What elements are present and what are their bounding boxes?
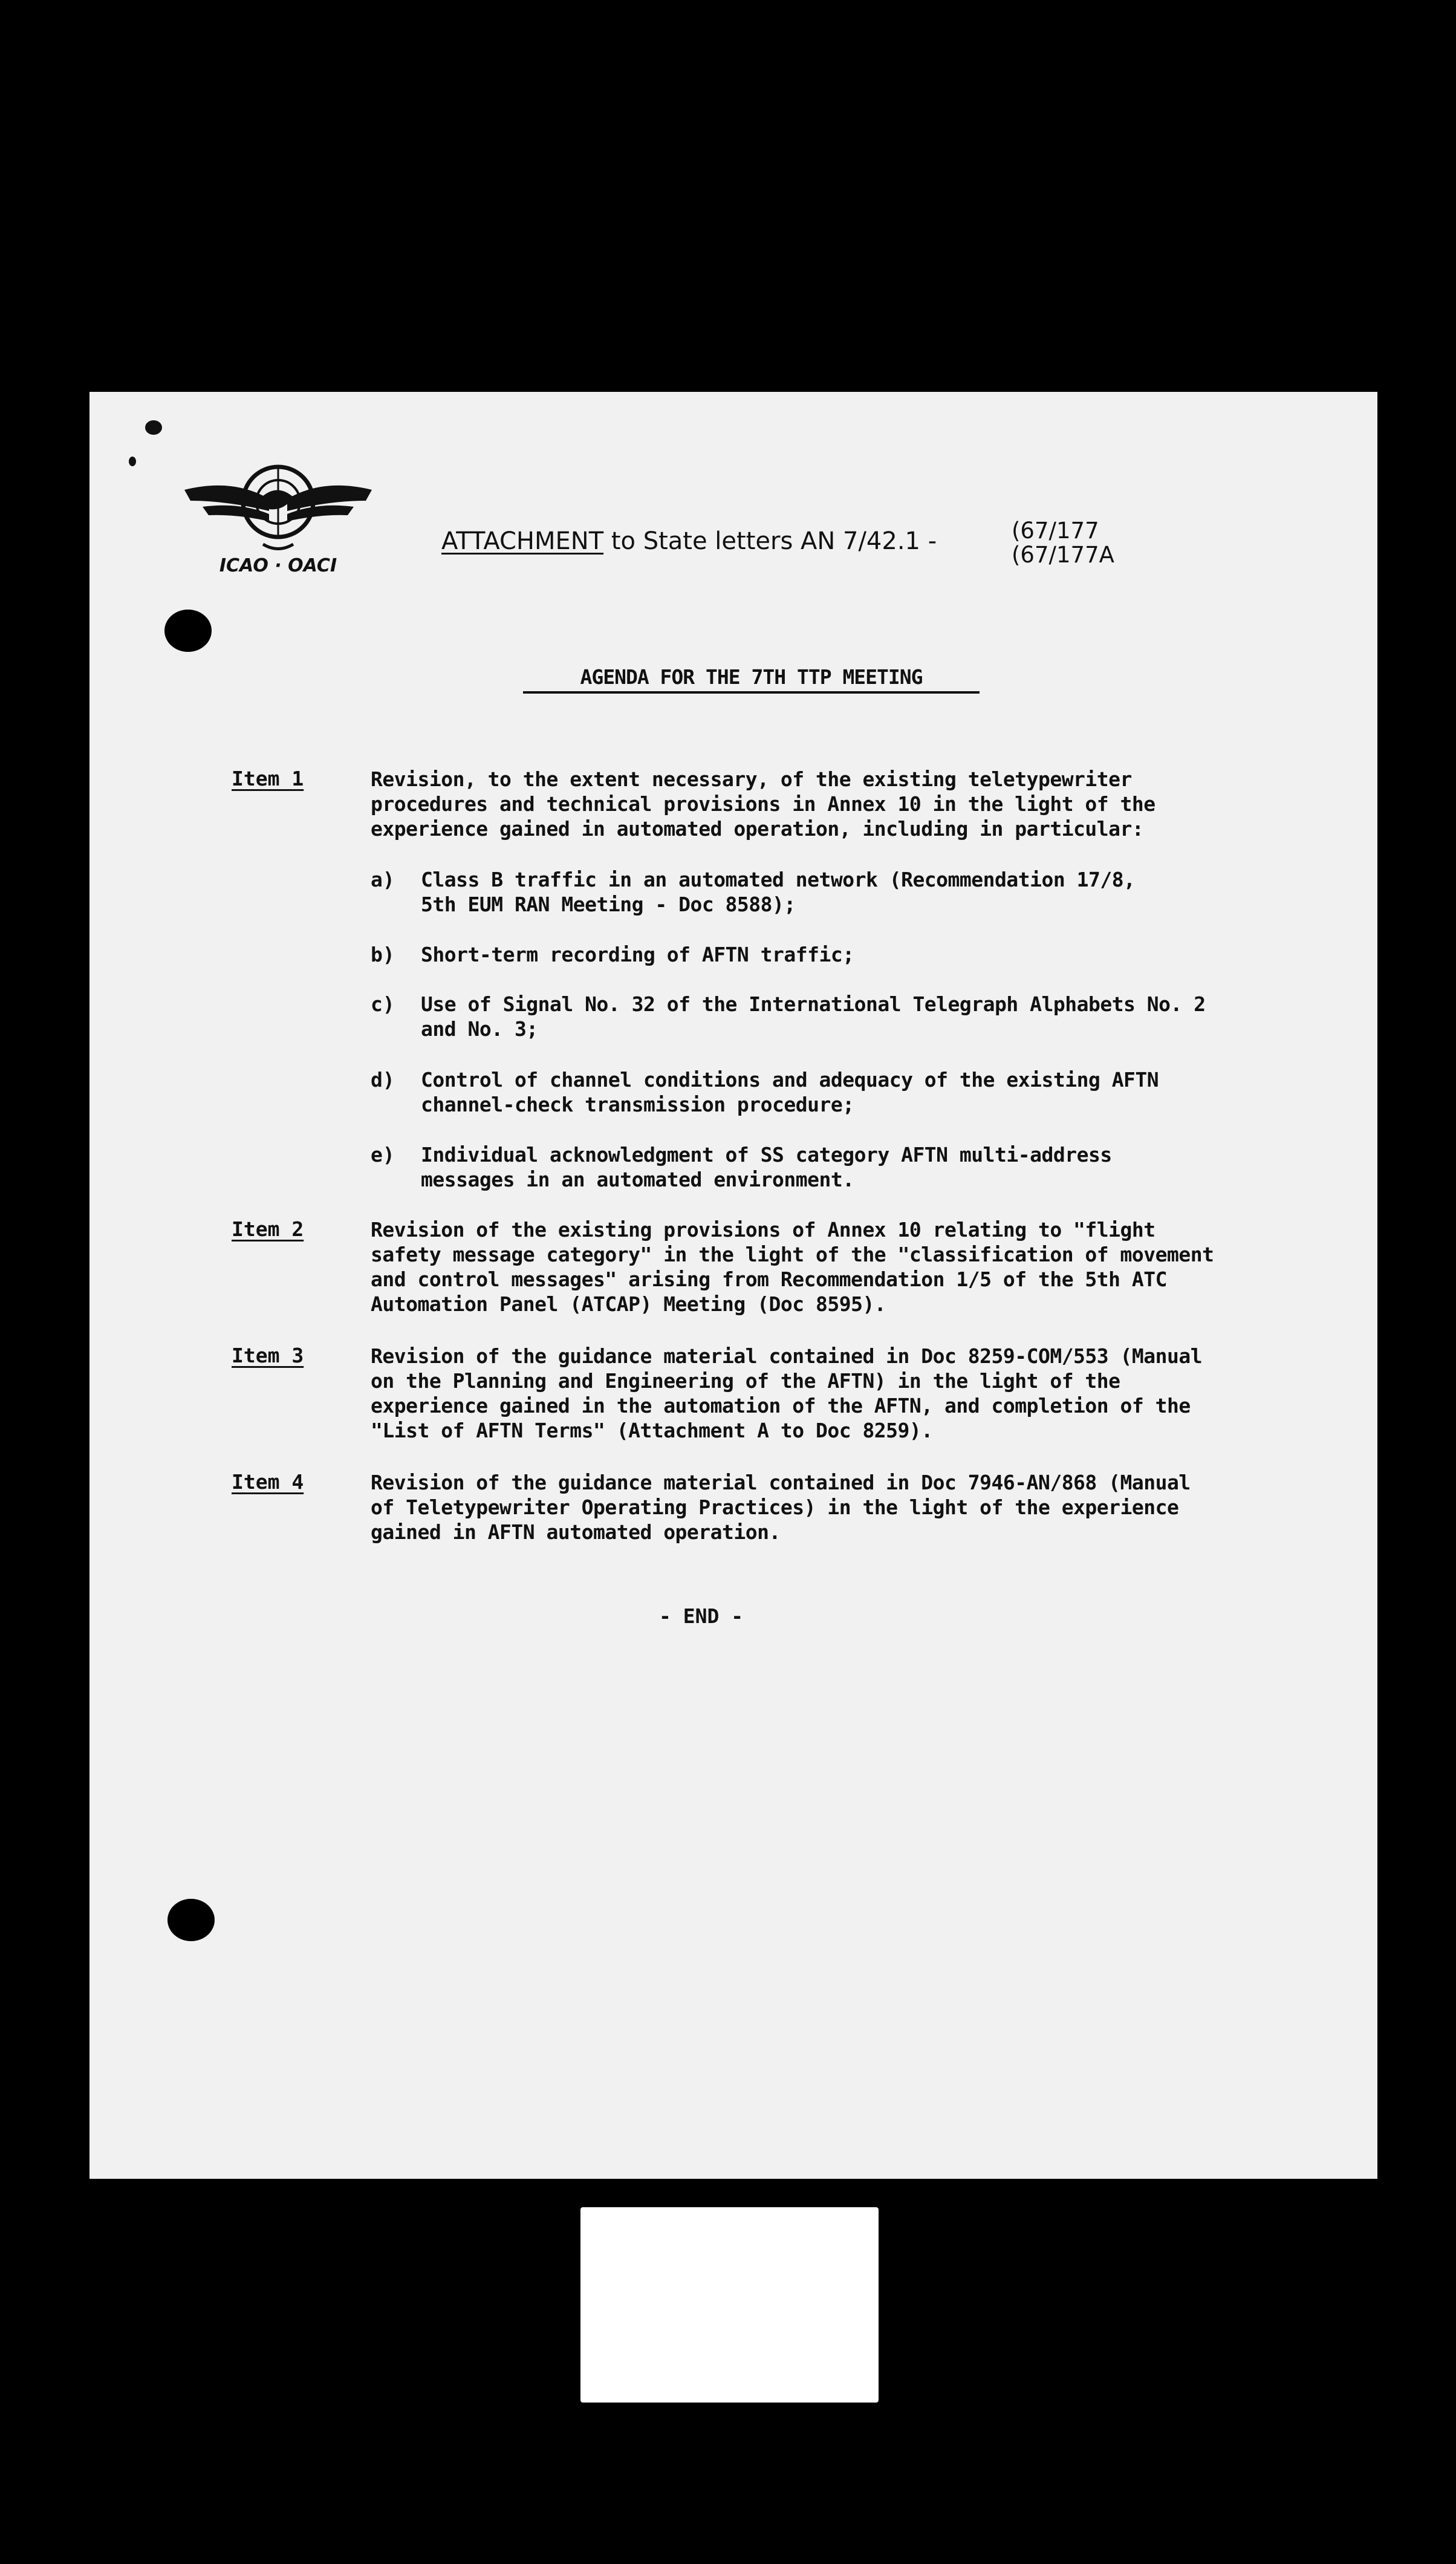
item-1-label: Item 1: [232, 767, 304, 790]
speck: [145, 420, 162, 435]
logo-text: ICAO · OACI: [219, 555, 337, 576]
subitem-d-letter: d): [371, 1068, 395, 1092]
item-2-text: Revision of the existing provisions of Annex 10 relating to "flight safety message category" in the light of the "classification of movement and control messages" arising from Recommendation 1/5 of the 5th ATC Automation Panel (ATCAP) Meeting (Doc 8595).: [371, 1218, 1214, 1316]
subitem-e-letter: e): [371, 1143, 395, 1166]
item-2-label: Item 2: [232, 1217, 304, 1241]
blank-label: [580, 2207, 879, 2403]
agenda-title: AGENDA FOR THE 7TH TTP MEETING: [580, 665, 923, 689]
reference-2: (67/177A: [1012, 542, 1114, 568]
speck: [129, 457, 136, 466]
icao-emblem-icon: [178, 454, 378, 593]
item-4-label: Item 4: [232, 1470, 304, 1494]
attachment-label: ATTACHMENT: [441, 527, 604, 555]
subitem-c-letter: c): [371, 992, 395, 1016]
subitem-e-text: Individual acknowledgment of SS category AFTN multi-address messages in an automated environment.: [421, 1143, 1112, 1191]
punch-hole-top: [164, 610, 212, 652]
subitem-a-text: Class B traffic in an automated network (Recommendation 17/8, 5th EUM RAN Meeting - Doc 8588);: [421, 868, 1136, 916]
punch-hole-bottom: [167, 1899, 215, 1941]
title-underline: [523, 691, 980, 694]
item-4-text: Revision of the guidance material contained in Doc 7946-AN/868 (Manual of Teletypewriter Operating Practices) in the light of the experience gained in AFTN automated operation.: [371, 1471, 1191, 1544]
subitem-b-letter: b): [371, 943, 395, 966]
item-3-label: Item 3: [232, 1344, 304, 1367]
reference-numbers: [1012, 519, 1114, 567]
subitem-a-letter: a): [371, 868, 395, 891]
item-3-text: Revision of the guidance material contained in Doc 8259-COM/553 (Manual on the Planning and Engineering of the AFTN) in the light of the experience gained in the automation of the AFTN, and completion of the "List of AFTN Terms" (Attachment A to Doc 8259).: [371, 1344, 1203, 1442]
subitem-c-text: Use of Signal No. 32 of the International Telegraph Alphabets No. 2 and No. 3;: [421, 992, 1206, 1041]
header-text: to State letters AN 7/42.1 -: [611, 527, 937, 555]
subitem-b-text: Short-term recording of AFTN traffic;: [421, 943, 854, 966]
header-line: [441, 527, 937, 555]
item-1-text: Revision, to the extent necessary, of the existing teletypewriter procedures and technical provisions in Annex 10 in the light of the experience gained in automated operation, including in particular:: [371, 767, 1155, 841]
reference-1: (67/177: [1012, 518, 1099, 544]
subitem-d-text: Control of channel conditions and adequacy of the existing AFTN channel-check transmission procedure;: [421, 1068, 1159, 1116]
end-marker: - END -: [659, 1604, 744, 1628]
